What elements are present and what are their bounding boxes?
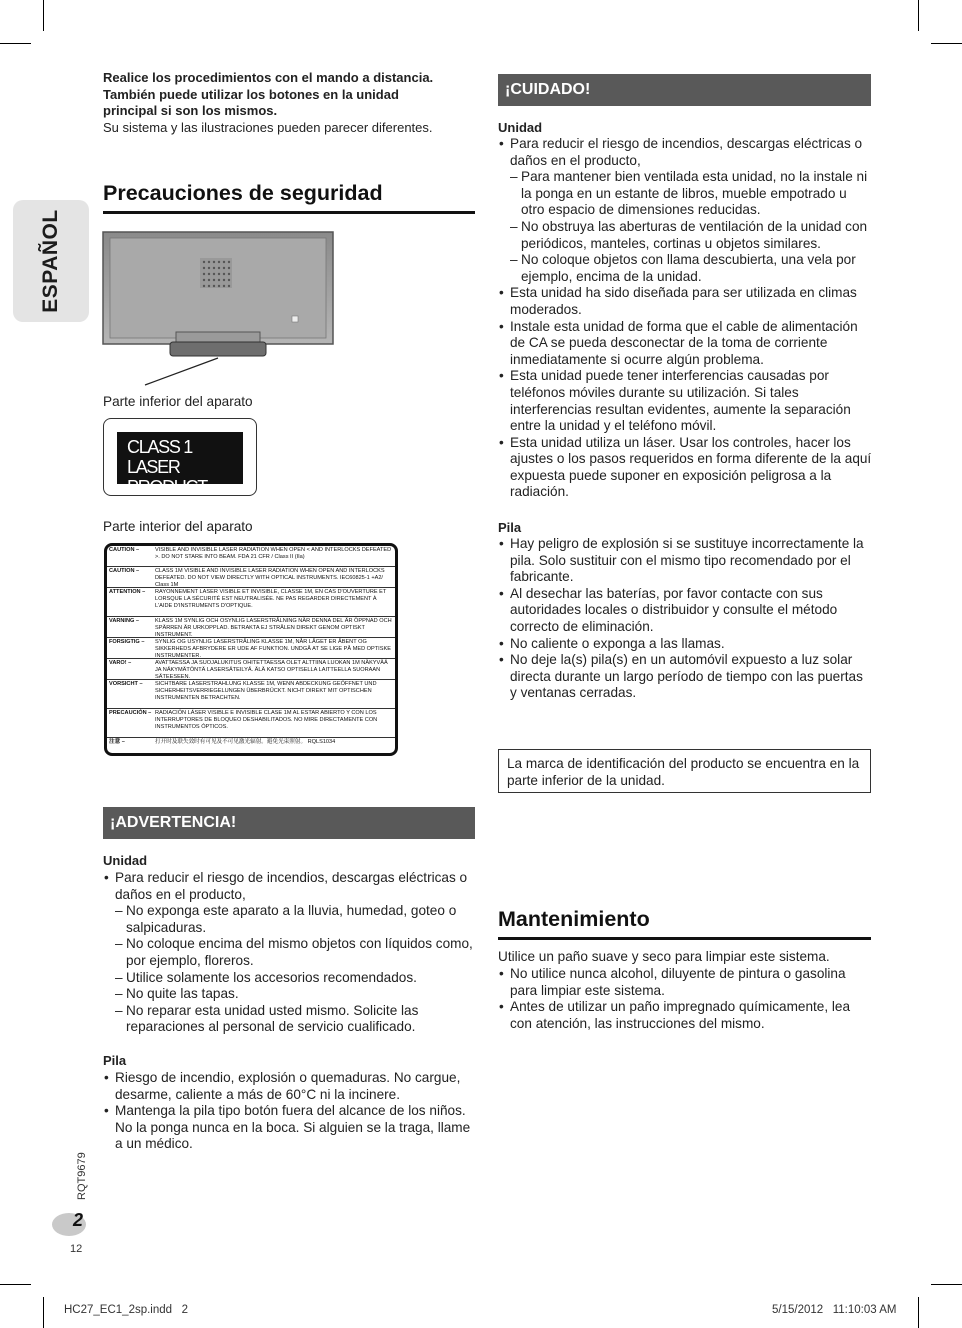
- list-item: • No utilice nunca alcohol, diluyente de pintura o gasolina para limpiar este sistema.: [498, 966, 872, 999]
- crop-mark: [43, 1297, 44, 1328]
- intro-bold-line: Realice los procedimientos con el mando a distancia.: [103, 70, 434, 85]
- caption-bottom: Parte inferior del aparato: [103, 394, 253, 409]
- list-item: • Para reducir el riesgo de incendios, descargas eléctricas o daños en el producto, – No exponga este aparato a la lluvia, humedad, goteo o salpicaduras. – No coloque encima del mismo objetos con líquidos como, por ejemplo, floreros. – Utilice solamente los accesorios recomendados. – No quite las tapas. – No reparar esta unidad usted mismo. Solicite las reparaciones al personal de servicio cualificado.: [103, 870, 477, 1036]
- safety-title-rule: [103, 211, 475, 214]
- list-item: • No deje la(s) pila(s) en un automóvil expuesto a luz solar directa durante un largo período de tiempo con las puertas y ventanas cerradas.: [498, 652, 872, 702]
- language-tab: [13, 200, 89, 322]
- list-item: • Esta unidad puede tener interferencias causadas por teléfonos móviles durante su utilización. Si tales interferencias resultan evidentes, aumente la separación entre la unidad y el teléfono móvil.: [498, 368, 872, 434]
- class-label-line: CLASS 1: [127, 437, 192, 457]
- warning-row: VARNING – KLASS 1M SYNLIG OCH OSYNLIG LASERSTRÅLNING NÄR DENNA DEL ÄR ÖPPNAD OCH SPÄRREN ÄR URKOPPLAD. BETRAKTA EJ STRÅLEN DIREKT GENOM OPTISKT INSTRUMENT.: [107, 617, 395, 638]
- cuidado-unidad-list: [498, 136, 872, 501]
- intro-normal-line: Su sistema y las ilustraciones pueden parecer diferentes.: [103, 120, 433, 136]
- intro-bold-line: También puede utilizar los botones en la unidad: [103, 86, 399, 102]
- list-item: – Utilice solamente los accesorios recomendados.: [103, 970, 477, 987]
- crop-mark: [0, 1284, 31, 1285]
- list-item: – Para mantener bien ventilada esta unidad, no la instale ni la ponga en un estante de libros, mueble empotrado u otro espacio de dimensiones reducidas.: [498, 169, 872, 219]
- model-code: RQT9679: [76, 1152, 88, 1200]
- list-item: • Mantenga la pila tipo botón fuera del alcance de los niños. No la ponga nunca en la boca. Si alguien se la traga, llame a un médico.: [103, 1103, 477, 1153]
- list-item: – No quite las tapas.: [103, 986, 477, 1003]
- warning-row: CAUTION – VISIBLE AND INVISIBLE LASER RADIATION WHEN OPEN < AND INTERLOCKS DEFEATED >. DO NOT STARE INTO BEAM. FDA 21 CFR / Class II (IIa): [107, 546, 395, 567]
- warning-row: VARO! – AVATTAESSA JA SUOJALUKITUS OHITETTAESSA OLET ALTTIINA LUOKAN 1M NÄKYVÄÄ JA NÄKYMÄTÖNTÄ LASERSÄTEILYÄ. ÄLÄ KATSO OPTISELLA LAITTEELLA SUORAAN SÄTEESEEN.: [107, 659, 395, 680]
- advertencia-pila-heading: Pila: [103, 1053, 127, 1068]
- crop-mark: [931, 1284, 962, 1285]
- list-item: • Esta unidad ha sido diseñada para ser utilizada en climas moderados.: [498, 285, 872, 318]
- list-item: – No obstruya las aberturas de ventilación de la unidad con periódicos, manteles, cortinas u objetos similares.: [498, 219, 872, 252]
- mantenimiento-list: [498, 966, 872, 1032]
- product-id-note: La marca de identificación del producto se encuentra en la parte inferior de la unidad.: [498, 749, 871, 793]
- warning-row: CAUTION – CLASS 1M VISIBLE AND INVISIBLE LASER RADIATION WHEN OPEN AND INTERLOCKS DEFEATED. DO NOT VIEW DIRECTLY WITH OPTICAL INSTRUMENTS. IEC60825-1 +A2/ Class 1M: [107, 567, 395, 588]
- cuidado-banner: ¡CUIDADO!: [498, 74, 871, 106]
- list-item: • Hay peligro de explosión si se sustituye incorrectamente la pila. Solo sustituir con el mismo tipo recomendado por el fabricante.: [498, 536, 872, 586]
- footer-timestamp: 5/15/2012 11:10:03 AM: [772, 1304, 897, 1316]
- caption-inside: Parte interior del aparato: [103, 519, 253, 534]
- page-number-small: 12: [70, 1243, 83, 1255]
- mantenimiento-intro: Utilice un paño suave y seco para limpiar este sistema.: [498, 949, 830, 964]
- list-item: • Riesgo de incendio, explosión o quemaduras. No cargue, desarme, caliente a más de 60°C ni la incinere.: [103, 1070, 477, 1103]
- list-item: – No coloque encima del mismo objetos con líquidos como, por ejemplo, floreros.: [103, 936, 477, 969]
- mantenimiento-title: Mantenimiento: [498, 907, 650, 931]
- cuidado-pila-list: [498, 536, 872, 702]
- safety-title: Precauciones de seguridad: [103, 181, 383, 205]
- crop-mark: [0, 43, 31, 44]
- cuidado-unidad-heading: Unidad: [498, 120, 543, 135]
- intro-bold-line: principal si son los mismos.: [103, 103, 278, 119]
- warning-row: ATTENTION – RAYONNEMENT LASER VISIBLE ET INVISIBLE, CLASSE 1M, EN CAS D'OUVERTURE ET LORSQUE LA SÉCURITÉ EST NEUTRALISÉE. NE PAS REGARDER DIRECTEMENT À L'AIDE D'INSTRUMENTS D'OPTIQUE.: [107, 588, 395, 617]
- advertencia-unidad-list: [103, 870, 477, 1036]
- page-number-badge: [52, 1210, 86, 1236]
- warning-row: FORSIGTIG – SYNLIG OG USYNLIG LASERSTRÅLING KLASSE 1M, NÅR LÅGET ER ÅBENT OG SIKKERHEDS AFBRYDERE ER UDE AF FUNKTION. UNDGÅ AT SE LIGE PÅ MED OPTISKE INSTRUMENTER.: [107, 638, 395, 659]
- list-item: • Esta unidad utiliza un láser. Usar los controles, hacer los ajustes o los pasos requeridos en forma diferente de la aquí expuesta puede suponer en exposición peligrosa a la radiación.: [498, 435, 872, 501]
- crop-mark: [918, 1297, 919, 1328]
- list-item: • Al desechar las baterías, por favor contacte con sus autoridades locales o distribuidor y consulte el método correcto de eliminación.: [498, 586, 872, 636]
- list-item: • No caliente o exponga a las llamas.: [498, 636, 872, 653]
- list-item: – No coloque objetos con llama descubierta, una vela por ejemplo, encima de la unidad.: [498, 252, 872, 285]
- list-item: • Antes de utilizar un paño impregnado químicamente, lea con atención, las instrucciones del mismo.: [498, 999, 872, 1032]
- class-label-line: LASER PRODUCT: [127, 457, 207, 497]
- cuidado-pila-heading: Pila: [498, 520, 522, 535]
- advertencia-pila-list: [103, 1070, 477, 1153]
- crop-mark: [43, 0, 44, 31]
- language-tab-label: ESPAÑOL: [39, 209, 62, 313]
- class-1-label-box: [103, 418, 257, 496]
- footer-filename: HC27_EC1_2sp.indd 2: [64, 1304, 189, 1316]
- laser-warning-label: [104, 543, 398, 756]
- crop-mark: [918, 0, 919, 31]
- list-item: • Instale esta unidad de forma que el cable de alimentación de CA se pueda desconectar de la toma de corriente inmediatamente si ocurre algún problema.: [498, 319, 872, 369]
- intro-block: [103, 70, 475, 137]
- crop-mark: [931, 43, 962, 44]
- page-number: 2: [72, 1210, 83, 1230]
- mantenimiento-rule: [498, 937, 871, 940]
- warning-row: 注意 – 打开时及联失效时有可见及不可见激光辐射。避免光束照射。 RQLS1034: [109, 739, 336, 745]
- warning-row: VORSICHT – SICHTBARE LASERSTRAHLUNG KLASSE 1M, WENN ABDECKUNG GEÖFFNET UND SICHERHEITSVERRIEGELUNGEN ÜBERBRÜCKT. NICHT DIREKT MIT OPTISCHEN INSTRUMENTEN BETRACHTEN.: [107, 680, 395, 709]
- warning-row: PRECAUCIÓN – RADIACIÓN LÁSER VISIBLE E INVISIBLE CLASE 1M AL ESTAR ABIERTO Y CON LOS INTERRUPTORES DE BLOQUEO DESHABILITADOS. NO MIRE DIRECTAMENTE CON INSTRUMENTOS ÓPTICOS.: [107, 709, 395, 738]
- list-item: – No exponga este aparato a la lluvia, humedad, goteo o salpicaduras.: [103, 903, 477, 936]
- list-item: • Para reducir el riesgo de incendios, descargas eléctricas o daños en el producto, – Para mantener bien ventilada esta unidad, no la instale ni la ponga en un estante de libros, mueble empotrado u otro espacio de dimensiones reducidas. – No obstruya las aberturas de ventilación de la unidad con periódicos, manteles, cortinas u objetos similares. – No coloque objetos con llama descubierta, una vela por ejemplo, encima de la unidad.: [498, 136, 872, 285]
- advertencia-banner: ¡ADVERTENCIA!: [103, 807, 475, 839]
- list-item: – No reparar esta unidad usted mismo. Solicite las reparaciones al personal de servicio cualificado.: [103, 1003, 477, 1036]
- device-rear-illustration: [100, 228, 340, 388]
- advertencia-unidad-heading: Unidad: [103, 853, 148, 868]
- class-1-label: [117, 432, 243, 497]
